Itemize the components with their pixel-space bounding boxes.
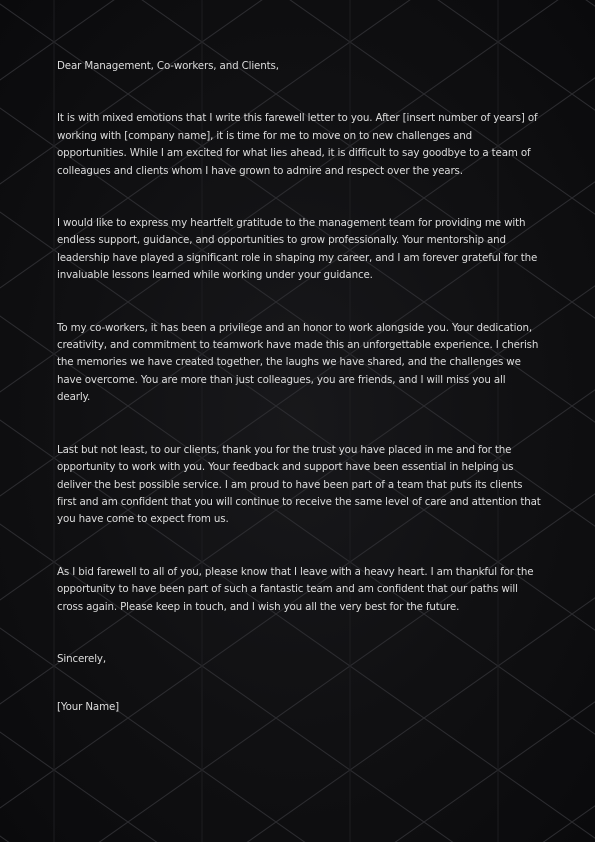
paragraph-farewell: As I bid farewell to all of you, please know that I leave with a heavy heart. I am thankful for the opportunity to have been part of such a fantastic team and am confident that our paths will cross again. Please keep in touch, and I wish you all the very best for the future. (57, 565, 534, 613)
paragraph-coworkers: To my co-workers, it has been a privilege and an honor to work alongside you. Your dedication, creativity, and commitment to teamwork have made this an unforgettable experience. I cherish the memories we have created together, the laughs we have shared, and the challenges we have overcome. You are more than just colleagues, you are friends, and I will miss you all dearly. (57, 321, 539, 404)
paragraph-clients: Last but not least, to our clients, thank you for the trust you have placed in me and for the opportunity to work with you. Your feedback and support have been essential in helping us deliver the best possible service. I am proud to have been part of a team that puts its clients first and am confident that you will continue to receive the same level of care and attention that you have come to expect from us. (57, 443, 541, 526)
paragraph-intro: It is with mixed emotions that I write this farewell letter to you. After [insert number of years] of working with [company name], it is time for me to move on to new challenges and opportunities. While I am excited for what lies ahead, it is difficult to say goodbye to a team of colleagues and clients whom I have grown to admire and respect over the years. (57, 112, 538, 177)
closing: Sincerely, (57, 652, 106, 665)
letter-body (57, 58, 541, 717)
paragraph-management: I would like to express my heartfelt gratitude to the management team for providing me with endless support, guidance, and opportunities to grow professionally. Your mentorship and leadership have played a significant role in shaping my career, and I am forever grateful for the invaluable lessons learned while working under your guidance. (57, 217, 538, 282)
signature: [Your Name] (57, 701, 120, 714)
salutation: Dear Management, Co-workers, and Clients, (57, 60, 279, 72)
